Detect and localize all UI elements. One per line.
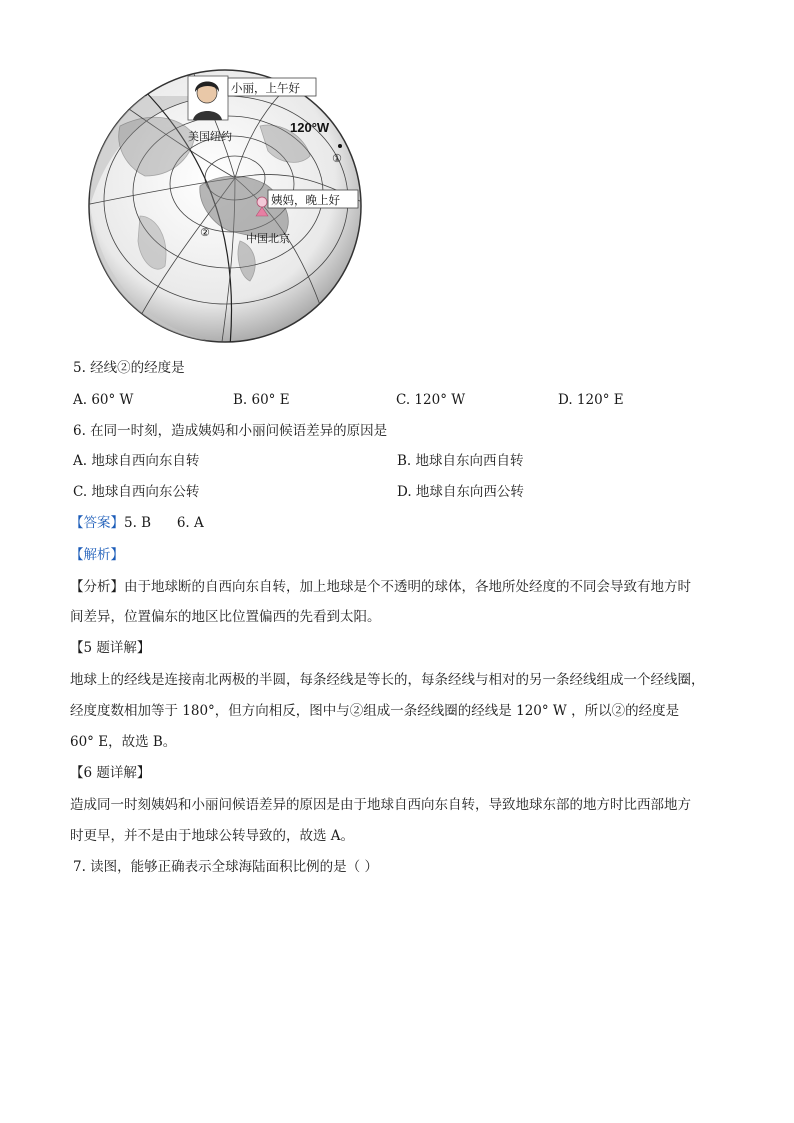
- analysis-label: 【解析】: [70, 547, 124, 563]
- fenxi-text1: 由于地球断的自西向东自转，加上地球是个不透明的球体，各地所处经度的不同会导致有地方时: [124, 579, 691, 595]
- d5-line2: 经度度数相加等于 180°，但方向相反，图中与②组成一条经线圈的经线是 120° W ，所以②的经度是: [70, 703, 680, 719]
- q6-option-d: D. 地球自东向西公转: [397, 484, 524, 500]
- marker-1: ①: [332, 152, 342, 165]
- globe-figure: [80, 66, 370, 346]
- label-120w: 120°W: [290, 120, 330, 135]
- q6-stem: 6. 在同一时刻，造成姨妈和小丽问候语差异的原因是: [73, 423, 388, 439]
- q6-option-a: A. 地球自西向东自转: [73, 453, 200, 469]
- q5-option-b: B. 60° E: [233, 392, 290, 408]
- q5-option-a: A. 60° W: [73, 392, 134, 408]
- q5-stem: 5. 经线②的经度是: [73, 360, 185, 376]
- fenxi-label: 【分析】: [70, 579, 124, 595]
- d6-label: 【6 题详解】: [70, 765, 151, 781]
- q5-option-c: C. 120° W: [396, 392, 466, 408]
- fenxi-line1: [70, 577, 691, 597]
- person-icon: [188, 76, 228, 120]
- d5-line1: 地球上的经线是连接南北两极的半圆，每条经线是等长的，每条经线与相对的另一条经线组成一个经线圈，: [70, 672, 705, 688]
- answer-line: [70, 513, 204, 533]
- fenxi-line2: 间差异，位置偏东的地区比位置偏西的先看到太阳。: [70, 609, 381, 625]
- globe-illustration: [80, 66, 370, 346]
- label-beijing: 中国北京: [246, 232, 290, 245]
- q7-stem: 7. 读图，能够正确表示全球海陆面积比例的是（ ）: [73, 859, 378, 875]
- callout-mid: 姨妈，晚上好: [271, 193, 340, 207]
- label-newyork: 美国纽约: [188, 130, 232, 143]
- d5-line3: 60° E，故选 B。: [70, 734, 177, 750]
- answer-text: 5. B 6. A: [124, 515, 204, 531]
- q6-option-b: B. 地球自东向西自转: [397, 453, 524, 469]
- marker-2: ②: [200, 226, 210, 239]
- q5-option-d: D. 120° E: [558, 392, 624, 408]
- answer-label: 【答案】: [70, 515, 124, 531]
- d6-line2: 时更早，并不是由于地球公转导致的，故选 A。: [70, 828, 355, 844]
- d6-line1: 造成同一时刻姨妈和小丽问候语差异的原因是由于地球自西向东自转，导致地球东部的地方时比西部地方: [70, 797, 691, 813]
- q6-option-c: C. 地球自西向东公转: [73, 484, 200, 500]
- d5-label: 【5 题详解】: [70, 640, 151, 656]
- callout-top: 小丽，上午好: [231, 81, 300, 95]
